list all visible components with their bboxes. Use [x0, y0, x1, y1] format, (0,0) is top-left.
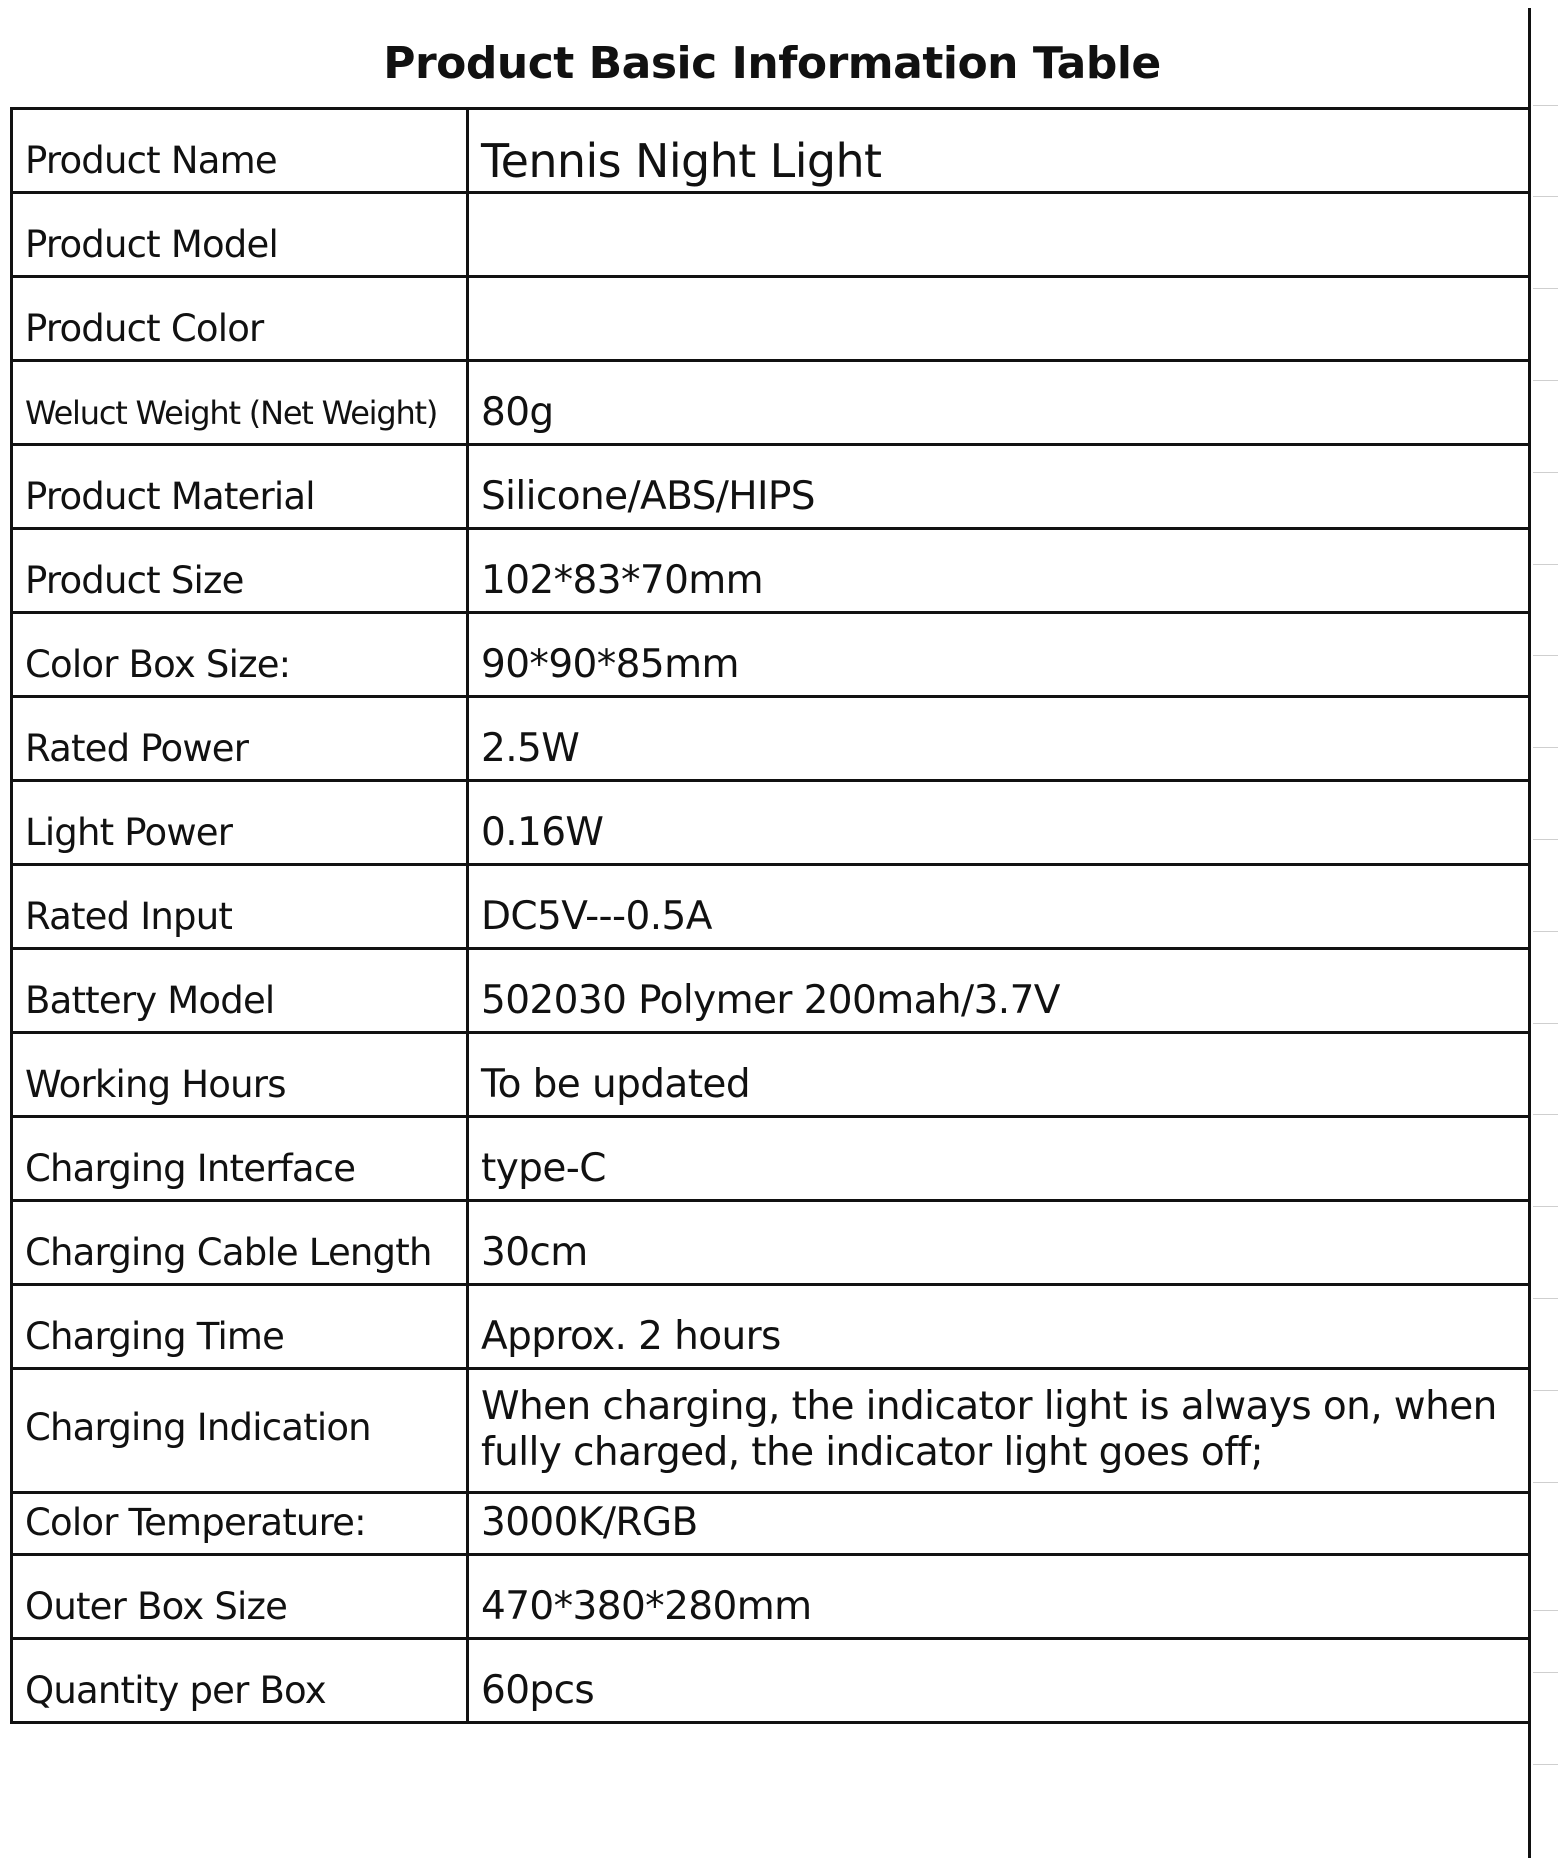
product-info-table — [10, 107, 1531, 1724]
gridline-stub — [1533, 1764, 1558, 1765]
gridline-stub — [1533, 1023, 1558, 1024]
row-label-product-model: Product Model — [12, 193, 468, 277]
table-row — [12, 865, 1530, 949]
row-label-product-size: Product Size — [12, 529, 468, 613]
row-value-product-size: 102*83*70mm — [468, 529, 1530, 613]
gridline-stub — [1533, 472, 1558, 473]
row-label-color-temperature: Color Temperature: — [12, 1493, 468, 1555]
row-value-charging-cable-length: 30cm — [468, 1201, 1530, 1285]
gridline-stub — [1533, 747, 1558, 748]
gridline-stub — [1533, 1298, 1558, 1299]
gridline-stubs — [1533, 0, 1558, 1870]
row-value-color-box-size: 90*90*85mm — [468, 613, 1530, 697]
row-value-light-power: 0.16W — [468, 781, 1530, 865]
row-label-rated-power: Rated Power — [12, 697, 468, 781]
row-value-charging-time: Approx. 2 hours — [468, 1285, 1530, 1369]
row-label-light-power: Light Power — [12, 781, 468, 865]
row-value-product-name: Tennis Night Light — [468, 109, 1530, 193]
row-value-rated-power: 2.5W — [468, 697, 1530, 781]
gridline-stub — [1533, 1672, 1558, 1673]
row-label-charging-interface: Charging Interface — [12, 1117, 468, 1201]
table-row — [12, 781, 1530, 865]
gridline-stub — [1533, 105, 1558, 106]
row-label-product-name: Product Name — [12, 109, 468, 193]
table-row — [12, 529, 1530, 613]
table-row — [12, 361, 1530, 445]
table-row — [12, 1493, 1530, 1555]
gridline-stub — [1533, 1482, 1558, 1483]
row-value-battery-model: 502030 Polymer 200mah/3.7V — [468, 949, 1530, 1033]
row-label-rated-input: Rated Input — [12, 865, 468, 949]
gridline-stub — [1533, 1390, 1558, 1391]
table-row — [12, 697, 1530, 781]
gridline-stub — [1533, 839, 1558, 840]
gridline-stub — [1533, 380, 1558, 381]
table-row — [12, 1639, 1530, 1723]
table-row — [12, 1555, 1530, 1639]
row-value-product-model — [468, 193, 1530, 277]
row-value-product-color — [468, 277, 1530, 361]
row-label-charging-time: Charging Time — [12, 1285, 468, 1369]
row-label-outer-box-size: Outer Box Size — [12, 1555, 468, 1639]
row-label-product-color: Product Color — [12, 277, 468, 361]
table-row — [12, 277, 1530, 361]
table-row — [12, 1033, 1530, 1117]
table-row — [12, 949, 1530, 1033]
row-value-charging-indication: When charging, the indicator light is always on, when fully charged, the indicator light goes off; — [468, 1369, 1530, 1493]
table-row — [12, 193, 1530, 277]
table-row — [12, 613, 1530, 697]
gridline-stub — [1533, 655, 1558, 656]
gridline-stub — [1533, 196, 1558, 197]
table-row — [12, 1285, 1530, 1369]
row-value-rated-input: DC5V---0.5A — [468, 865, 1530, 949]
gridline-stub — [1533, 1114, 1558, 1115]
row-value-color-temperature: 3000K/RGB — [468, 1493, 1530, 1555]
row-value-charging-interface: type-C — [468, 1117, 1530, 1201]
row-value-net-weight: 80g — [468, 361, 1530, 445]
row-label-charging-cable-length: Charging Cable Length — [12, 1201, 468, 1285]
row-label-working-hours: Working Hours — [12, 1033, 468, 1117]
row-value-working-hours: To be updated — [468, 1033, 1530, 1117]
gridline-stub — [1533, 1610, 1558, 1611]
table-title: Product Basic Information Table — [383, 38, 1161, 89]
row-value-product-material: Silicone/ABS/HIPS — [468, 445, 1530, 529]
row-label-charging-indication: Charging Indication — [12, 1369, 468, 1493]
gridline-stub — [1533, 931, 1558, 932]
table-row — [12, 1201, 1530, 1285]
table-row — [12, 445, 1530, 529]
row-label-color-box-size: Color Box Size: — [12, 613, 468, 697]
table-row — [12, 1369, 1530, 1493]
row-label-net-weight: Weluct Weight (Net Weight) — [12, 361, 468, 445]
gridline-stub — [1533, 564, 1558, 565]
row-value-quantity-per-box: 60pcs — [468, 1639, 1530, 1723]
table-row — [12, 109, 1530, 193]
row-value-outer-box-size: 470*380*280mm — [468, 1555, 1530, 1639]
row-label-product-material: Product Material — [12, 445, 468, 529]
table-row — [12, 1117, 1530, 1201]
gridline-stub — [1533, 1206, 1558, 1207]
gridline-stub — [1533, 288, 1558, 289]
row-label-quantity-per-box: Quantity per Box — [12, 1639, 468, 1723]
row-label-battery-model: Battery Model — [12, 949, 468, 1033]
